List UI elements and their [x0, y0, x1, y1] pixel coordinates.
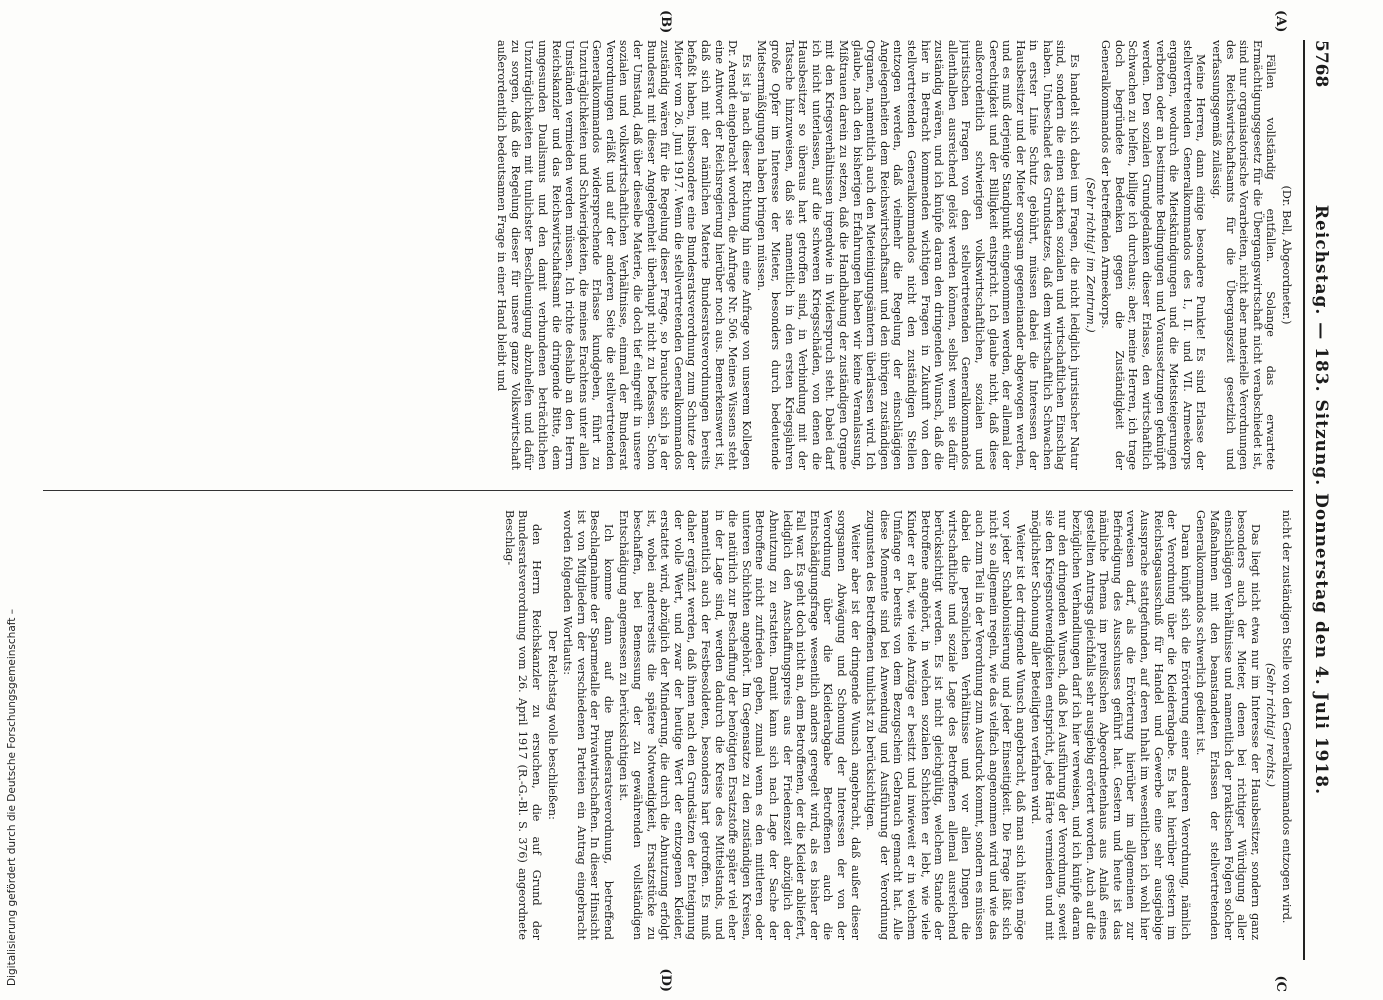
page-title: Reichstag. — 183. Sitzung. Donnerstag den 4. Juli 1918. — [1311, 204, 1331, 796]
paragraph: Weiter aber ist der dringende Wunsch angebracht, daß außer dieser sorgsamen Abwägung und Schonung der Interessen der von der Verordnung über die Kleiderabgabe Betroffenen auch die Entschädigungsfrage wesentlich anders geregelt wird, als es bisher der Fall war. Es geht doch nicht an, dem Betroffenen, der die Kleider abliefert, lediglich den Anschaffungspreis aus der Friedenszeit abzüglich der Abnutzung zu erstatten. Damit kann sich nach Lage der Sache der Betroffene nicht zufrieden geben, zumal wenn es den mittleren oder unteren Schichten angehört. Im Gegensatze zu den zuständigen Kreisen, die natürlich zur Beschaffung der benötigten Ersatzstoffe später viel eher in der Lage sind, werden dadurch die Kreise des Mittelstands, und namentlich auch der Festbesoldeten, besonders hart getroffen. Es muß daher ergänzt werden, daß ihnen nach den Grundsätzen der Enteignung der volle Wert, und zwar der heutige Wert der entzogenen Kleider, erstattet wird, abzüglich der Minderung, die durch die Abnutzung erfolgt ist, wobei andererseits die spätere Notwendigkeit, Ersatzstücke zu beschaffen, bei Bemessung der zu gewährenden vollständigen Entschädigung angemessen zu berücksichtigen ist. — [617, 510, 862, 940]
margin-marker-c: (C — [1273, 975, 1288, 992]
paragraph: Das liegt nicht etwa nur im Interesse der Hausbesitzer, sondern ganz besonders auch der Mieter, denen bei richtiger Würdigung aller einschlägigen Verhältnisse und namentlich der praktischen Folgen solcher Maßnahmen mit den beanstandeten Erlassen der stellvertretenden Generalkommandos schwerlich gedient ist. — [1194, 510, 1262, 940]
right-column — [43, 510, 1293, 940]
motion-text: den Herrn Reichskanzler zu ersuchen, die auf Grund der Bundesratsverordnung vom 26. April 1917 (R.-G.-Bl. S. 376) angeordnete Beschlag- — [502, 510, 543, 940]
page-body — [43, 10, 1333, 992]
left-column — [43, 40, 1293, 470]
page-number: 5768 — [1311, 40, 1331, 88]
paragraph: Es ist ja nach dieser Richtung hin eine Anfrage von unserem Kollegen Dr. Arendt eingebracht worden, die Anfrage Nr. 506. Meines Wissens steht eine Antwort der Reichsregierung hierüber noch aus. Bemerkenswert ist, daß sich mit der nämlichen Materie Bundesratsverordnungen bereits befaßt haben, insbesondere eine Bundesratsverordnung zum Schutze der Mieter vom 26. Juni 1917. Wenn die stellvertretenden Generalkommandos zuständig wären für die Regelung dieser Frage, so brauchte sich ja der Bundesrat mit dieser Angelegenheit überhaupt nicht zu befassen. Schon der Umstand, daß über dieselbe Materie, die doch tief eingreift in unsere sozialen und volkswirtschaftlichen Verhältnisse, einmal der Bundesrat Verordnungen erläßt und auf der anderen Seite die stellvertretenden Generalkommandos widersprechende Erlasse kundgeben, führt zu Unzuträglichkeiten und Schwierigkeiten, die meines Erachtens unter allen Umständen vermieden werden müssen. Ich richte deshalb an den Herrn Reichskanzler und das Reichswirtschaftsamt die dringende Bitte, dem umgesunden Dualismus und den damit verbundenen beträchtlichen Unzuträglichkeiten mit tunlichster Beschleunigung abzuhelfen und dafür zu sorgen, daß die Regelung dieser für unsere ganze Volkswirtschaft außerordentlich bedeutsamen Frage in einer Hand bleibt und — [495, 40, 753, 470]
margin-marker-a: (A) — [1273, 10, 1288, 33]
paragraph: nicht der zuständigen Stelle von den Generalkommandos entzogen wird. — [1280, 510, 1293, 924]
margin-marker-d: (D) — [658, 968, 673, 992]
motion-heading: Der Reichstag wolle beschließen: — [545, 630, 559, 820]
paragraph: Weiter ist der dringende Wunsch angebracht, daß man sich hüten möge vor jeder Schablonisierung und jeder Einseitigkeit. Die Frage läßt sich nicht so allgemein regeln, wie das vielfach angenommen wird und wie das auch zum Teil in der Verordnung zum Ausdruck kommt, sondern es müssen dabei die persönlichen Verhältnisse und vor allen Dingen die wirtschaftliche und soziale Lage des Betroffenen allemal ausreichend berücksichtigt werden. Es ist nicht gleichgültig, welchem Stande der Betroffene angehört, in welchen sozialen Schichten er lebt, wie viele Kinder er hat, wie viele Anzüge er besitzt und inwieweit er in welchem Umfange er bereits von dem Bezugschein Gebrauch gemacht hat. Alle diese Momente sind bei Anwendung und Ausführung der Verordnung zugunsten des Betroffenen tunlichst zu berücksichtigen. — [864, 510, 1027, 940]
paragraph: Meine Herren, dann einige besondere Punkte! Es sind Erlasse der stellvertretenden Generalkommandos des I., II. und VII. Armeekorps ergangen, wodurch die Mietskündigungen und die Mietssteigerungen verboten oder an bestimmte Bedingungen und Voraussetzungen geknüpft werden. Den sozialen Grundgedanken dieser Erlasse, den wirtschaftlich Schwachen zu helfen, billige ich durchaus; aber, meine Herren, ich trage doch begründete Bedenken gegen die Zuständigkeit der Generalkommandos der betreffenden Armeekorps. — [1099, 40, 1208, 470]
credit-text: Digitalisierung gefördert durch die Deutsche Forschungsgemeinschaft – — [6, 609, 18, 986]
paragraph: Es handelt sich dabei um Fragen, die nicht lediglich juristischer Natur sind, sondern die einen starken sozialen und wirtschaftlichen Einschlag haben. Unbeschadet des Grundsatzes, daß dem wirtschaftlich Schwachen in erster Linie Schutz gebührt, müssen dabei die Interessen der Hausbesitzer und der Mieter sorgsam gegeneinander abgewogen werden, und es muß derjenige Standpunkt eingenommen werden, der allemal der Gerechtigkeit und der Billigkeit entspricht. Ich glaube nicht, daß diese außerordentlich schwierigen volkswirtschaftlichen, sozialen und juristischen Fragen von den stellvertretenden Generalkommandos allenthalben ausreichend gelöst werden können, selbst wenn sie dafür zuständig wären, und ich knüpfe daran den dringenden Wunsch, daß die hier in Betracht kommenden wichtigen Fragen in Zukunft von den stellvertretenden Generalkommandos nicht den zuständigen Stellen entzogen werden, daß vielmehr die Regelung der einschlägigen Angelegenheiten dem Reichswirtschaftsamt und den übrigen zuständigen Organen, namentlich auch den Mieteinigungsämtern überlassen wird. Ich glaube, nach den bisherigen Erfahrungen haben wir keine Veranlassung, Mißtrauen darein zu setzen, daß die Handhabung der zuständigen Organe mit den Kriegsverhältnissen irgendwie in Widerspruch steht. Dabei darf ich nicht unterlassen, auf die schweren Kriegsschäden, von denen die Hausbesitzer so überaus hart getroffen sind, in Verbindung mit der Tatsache hinzuweisen, daß sie namentlich in den ersten Kriegsjahren große Opfer im Interesse der Mieter, besonders durch bedeutende Mietsermäßigungen haben bringen müssen. — [755, 40, 1082, 470]
interjection: (Sehr richtig! rechts.) — [1264, 662, 1278, 788]
margin-marker-b: (B) — [658, 10, 673, 34]
interjection: (Sehr richtig! im Zentrum.) — [1083, 177, 1097, 333]
paragraph: Ich komme dann auf die Bundesratsverordnung, betreffend Beschlagnahme der Sparmetalle der Privatwirtschaften. In dieser Hinsicht ist von Mitgliedern der verschiedenen Parteien ein Antrag eingebracht worden folgenden Wortlauts: — [561, 510, 615, 940]
page-header — [1303, 40, 1333, 960]
paragraph: Fällen vollständig entfallen. Solange das erwartete Ermächtigungsgesetz für die Übergangswirtschaft nicht verabschiedet ist, sind nur organisatorische Vorarbeiten, nicht aber materielle Verordnungen des Reichswirtschaftsamts für die Übergangszeit gesetzlich und verfassungsgemäß zulässig. — [1210, 40, 1278, 470]
speaker-line: (Dr. Bell, Abgeordneter.) — [1280, 185, 1293, 325]
column-divider — [43, 490, 1293, 491]
paragraph: Daran knüpft sich die Erörterung einer anderen Verordnung, nämlich der Verordnung über die Kleiderabgabe. Es hat hierüber gestern im Reichstagsausschuß für Handel und Gewerbe eine sehr ausgiebige Aussprache stattgefunden, auf deren Inhalt im wesentlichen ich wohl hier verweisen darf, als die Erörterung hierüber im allgemeinen zur Befriedigung des Ausschusses geführt hat. Gestern und heute ist das nämliche Thema im preußischen Abgeordnetenhaus aus Anlaß eines gestellten Antrags gleichfalls sehr ausgiebig erörtert worden. Auch auf die bezüglichen Verhandlungen darf ich hier verweisen, und ich knüpfe daran nur den dringenden Wunsch, daß bei Ausführung der Verordnung, soweit sie den Kriegsnotwendigkeiten entspricht, jede Härte vermieden und mit möglichster Schonung aller Beteiligten verfahren wird. — [1029, 510, 1192, 940]
digitization-credit — [2, 0, 22, 1000]
